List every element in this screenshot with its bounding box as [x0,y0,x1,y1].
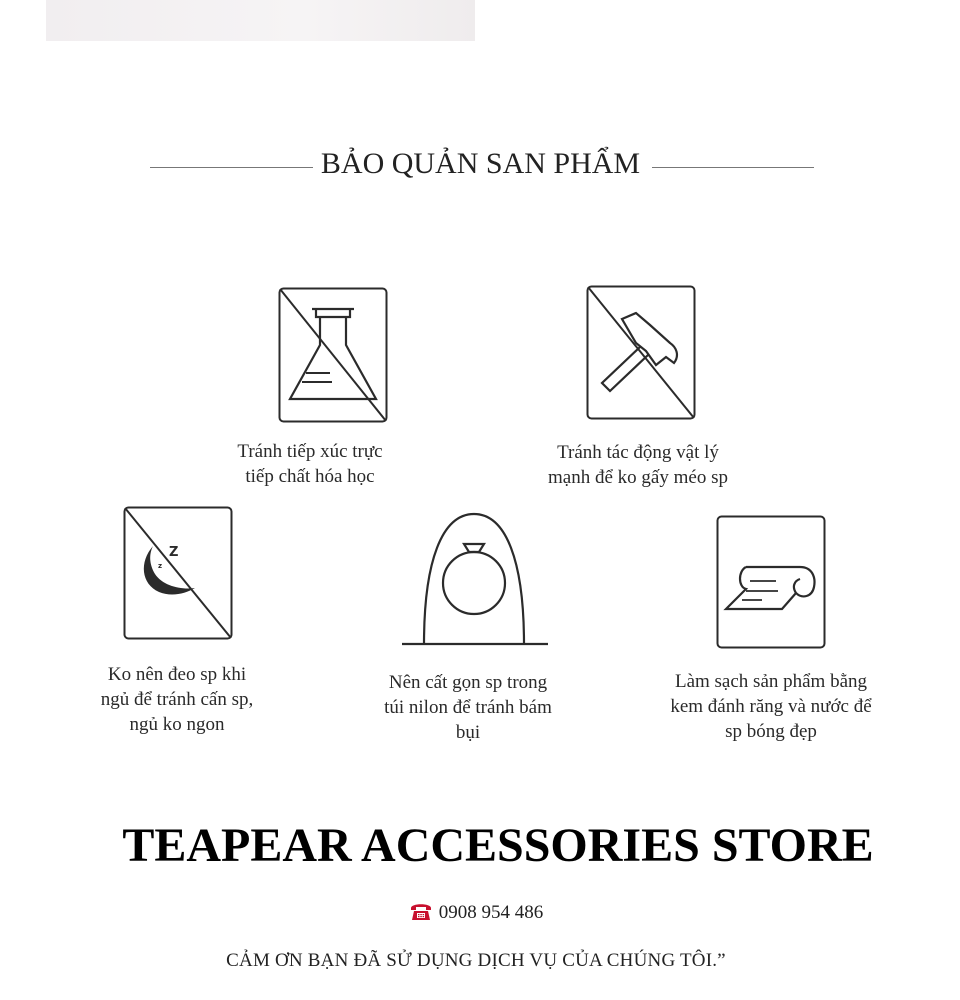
store-phone [0,900,952,926]
care-caption [518,440,758,490]
caption-line: túi nilon để tránh bám [384,697,552,718]
caption-line: tiếp chất hóa học [245,466,375,487]
store-name: TEAPEAR ACCESSORIES STORE [122,819,874,872]
caption-line: ngủ để tránh cấn sp, [100,689,254,710]
caption-line: ngủ ko ngon [129,714,225,735]
care-caption [646,669,896,744]
care-caption [70,662,284,737]
section-title [0,146,960,186]
caption-line: Nên cất gọn sp trong [388,672,548,693]
svg-text:Z: Z [169,545,179,560]
caption-line: mạnh để ko gấy méo sp [548,467,728,488]
caption-line: sp bóng đẹp [725,721,817,742]
care-caption [356,670,580,745]
phone-number: 0908 954 486 [438,902,544,923]
thank-you-message: CẢM ƠN BẠN ĐÃ SỬ DỤNG DỊCH VỤ CỦA CHÚNG TÔI.” [226,950,726,971]
no-chemical-flask-icon [278,287,388,423]
care-caption [200,439,420,489]
product-image-bottom-edge [46,0,475,41]
toothpaste-cleaning-icon [716,515,826,649]
ring-in-bag-icon [402,511,550,647]
caption-line: Làm sạch sản phẩm bằng [674,671,868,692]
caption-line: kem đánh răng và nước để [670,696,872,717]
title-divider-left [150,167,313,168]
section-title-text: BẢO QUẢN SAN PHẨM [320,147,641,180]
caption-line: bụi [455,722,481,743]
telephone-icon [409,901,433,921]
no-hammer-icon [586,285,696,420]
caption-line: Tránh tiếp xúc trực [237,441,383,462]
no-sleeping-moon-icon [123,506,233,640]
caption-line: Tránh tác động vật lý [557,442,719,463]
caption-line: Ko nên đeo sp khi [107,664,247,685]
title-divider-right [652,167,814,168]
svg-text:z: z [158,562,163,570]
